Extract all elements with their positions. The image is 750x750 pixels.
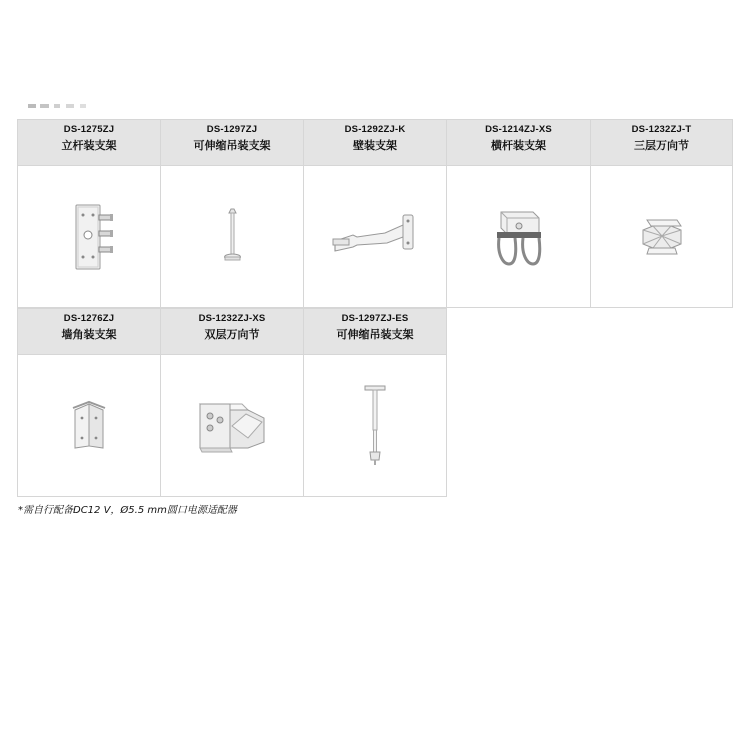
model-number: DS-1292ZJ-K [344,124,406,135]
product-header-1 [17,119,161,166]
product-header-4 [446,119,591,166]
product-image-cell-6 [17,354,161,497]
product-name: 墙角装支架 [61,328,117,341]
product-image-cell-5 [590,165,733,308]
product-header-8 [303,308,447,355]
model-number: DS-1232ZJ-T [631,124,692,135]
product-header-5 [590,119,733,166]
product-name: 三层万向节 [634,139,689,152]
model-number: DS-1297ZJ [206,124,258,135]
product-image-cell-7 [160,354,304,497]
product-image-cell-2 [160,165,304,308]
cropped-heading-remnant [28,103,98,109]
model-number: DS-1297ZJ-ES [341,313,409,324]
product-name: 可伸缩吊装支架 [336,328,414,341]
model-number: DS-1275ZJ [63,124,115,135]
three-layer-gimbal-image [637,214,687,260]
product-header-2 [160,119,304,166]
pole-mount-bracket-image [59,201,119,273]
product-name: 可伸缩吊装支架 [193,139,271,152]
product-header-6 [17,308,161,355]
product-name: 壁装支架 [353,139,397,152]
product-header-3 [303,119,447,166]
horizontal-pole-bracket-image [487,204,551,270]
footnote: *需自行配备DC12 V，Ø5.5 mm圆口电源适配器 [18,505,237,516]
product-name: 横杆装支架 [491,139,546,152]
wall-mount-bracket-image [325,207,425,267]
model-number: DS-1276ZJ [63,313,115,324]
product-image-cell-8 [303,354,447,497]
corner-mount-bracket-image [67,400,111,452]
product-image-cell-4 [446,165,591,308]
product-name: 双层万向节 [204,328,260,341]
product-header-7 [160,308,304,355]
two-layer-gimbal-image [192,396,272,456]
model-number: DS-1232ZJ-XS [198,313,266,324]
product-name: 立杆装支架 [61,139,117,152]
telescopic-pendant-bracket-image [212,207,252,267]
telescopic-pendant-bracket-image [360,384,390,468]
model-number: DS-1214ZJ-XS [485,124,552,135]
product-image-cell-3 [303,165,447,308]
product-image-cell-1 [17,165,161,308]
